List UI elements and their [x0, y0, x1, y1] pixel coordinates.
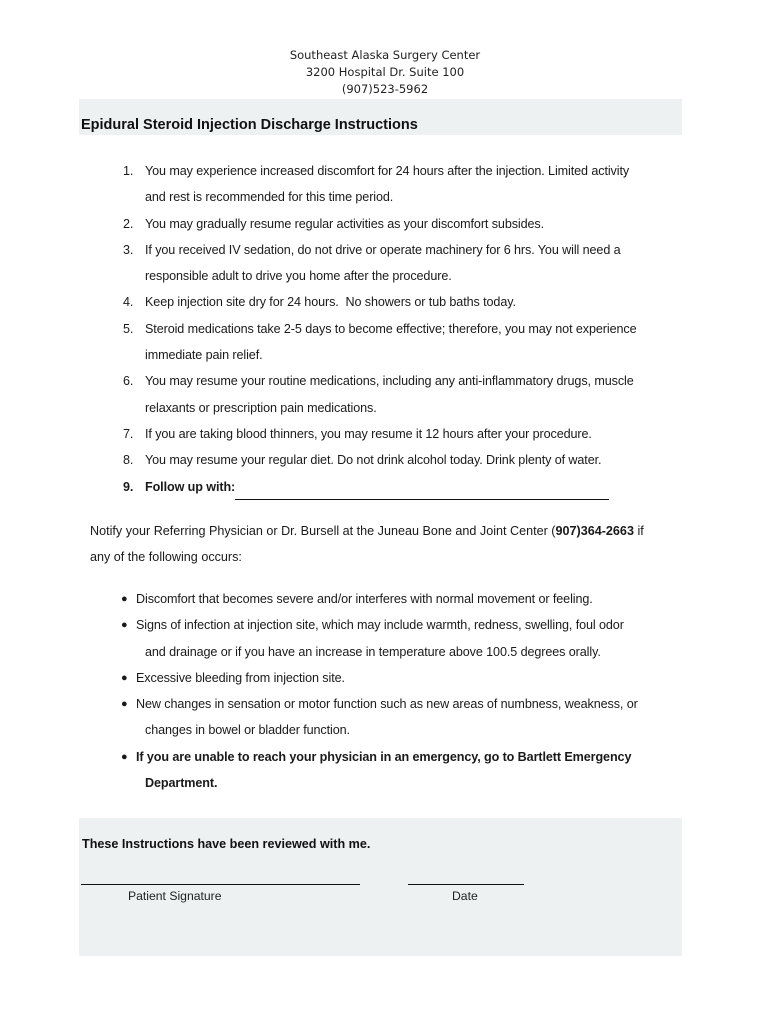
bullet-icon: ● — [121, 593, 128, 605]
condition-text-line: If you are unable to reach your physician in an emergency, go to Bartlett Emergency — [136, 749, 632, 764]
condition-text-line: New changes in sensation or motor function such as new areas of numbness, weakness, or — [136, 697, 638, 712]
item-number: 8. — [123, 453, 134, 468]
item-number: 1. — [123, 164, 134, 178]
date-line — [408, 884, 524, 885]
org-name: Southeast Alaska Surgery Center — [289, 48, 481, 62]
instruction-item — [120, 421, 680, 447]
item-text-line: You may experience increased discomfort for 24 hours after the injection. Limited activity — [145, 164, 630, 178]
item-text-line: You may resume your regular diet. Do not drink alcohol today. Drink plenty of water. — [145, 453, 602, 468]
instruction-item — [120, 237, 680, 290]
patient-signature-label: Patient Signature — [128, 889, 222, 903]
item-text-line: Keep injection site dry for 24 hours. No showers or tub baths today. — [145, 295, 516, 310]
bullet-icon: ● — [121, 619, 128, 632]
item-text-line: You may gradually resume regular activities as your discomfort subsides. — [145, 216, 545, 231]
org-address: 3200 Hospital Dr. Suite 100 — [305, 65, 465, 79]
item-number: 9. — [123, 479, 134, 494]
condition-text-line: and drainage or if you have an increase in temperature above 100.5 degrees orally. — [145, 644, 601, 659]
item-number: 3. — [123, 242, 134, 257]
notify-line-2: any of the following occurs: — [90, 550, 242, 565]
page-title: Epidural Steroid Injection Discharge Instructions — [81, 117, 418, 133]
condition-item — [120, 691, 680, 744]
item-text-line: responsible adult to drive you home after the procedure. — [145, 269, 452, 284]
condition-item — [120, 586, 680, 612]
item-number: 2. — [123, 216, 134, 231]
bullet-icon: ● — [121, 750, 128, 763]
item-number: 6. — [123, 374, 134, 389]
condition-item — [120, 665, 680, 691]
follow-up-label: Follow up with: — [145, 479, 236, 494]
notify-prefix: Notify your Referring Physician or Dr. Bursell at the Juneau Bone and Joint Center ( — [90, 524, 556, 538]
notify-suffix: if — [633, 524, 644, 538]
condition-text-line: changes in bowel or bladder function. — [145, 723, 350, 738]
condition-text-line: Excessive bleeding from injection site. — [136, 670, 345, 685]
instruction-item — [120, 316, 680, 369]
item-text-line: Steroid medications take 2-5 days to become effective; therefore, you may not experience — [145, 321, 637, 336]
item-number: 5. — [123, 321, 134, 336]
instruction-list — [120, 158, 680, 500]
item-number: 4. — [123, 295, 134, 310]
instruction-item — [120, 447, 680, 473]
item-number: 7. — [123, 426, 134, 441]
instruction-item — [120, 211, 680, 237]
date-label: Date — [452, 889, 478, 903]
notify-paragraph — [90, 518, 680, 571]
item-text-line: and rest is recommended for this time period. — [145, 190, 394, 205]
condition-item-emergency — [120, 744, 680, 797]
patient-signature-line — [81, 884, 360, 885]
instruction-item — [120, 368, 680, 421]
condition-list — [120, 586, 680, 796]
item-text-line: If you received IV sedation, do not drive or operate machinery for 6 hrs. You will need a — [145, 242, 621, 257]
notify-phone: 907)364-2663 — [555, 524, 634, 538]
org-phone: (907)523-5962 — [341, 82, 429, 96]
instruction-item — [120, 289, 680, 315]
item-text-line: relaxants or prescription pain medications. — [145, 400, 377, 415]
document-header — [0, 47, 770, 98]
condition-item — [120, 612, 680, 665]
follow-up-blank-line — [235, 484, 609, 500]
bullet-icon: ● — [121, 698, 128, 711]
notify-line — [90, 518, 680, 544]
bullet-icon: ● — [121, 671, 128, 684]
item-text-line: immediate pain relief. — [145, 348, 263, 363]
condition-text-line: Signs of infection at injection site, which may include warmth, redness, swelling, foul odor — [136, 618, 624, 633]
item-text-line: You may resume your routine medications, including any anti-inflammatory drugs, muscle — [145, 374, 634, 389]
review-statement: These Instructions have been reviewed with me. — [82, 837, 371, 851]
condition-text-line: Department. — [145, 776, 218, 791]
condition-text-line: Discomfort that becomes severe and/or interferes with normal movement or feeling. — [136, 592, 593, 606]
instruction-item — [120, 158, 680, 211]
instruction-item-follow-up — [120, 474, 680, 500]
item-text-line: If you are taking blood thinners, you may resume it 12 hours after your procedure. — [145, 426, 592, 441]
